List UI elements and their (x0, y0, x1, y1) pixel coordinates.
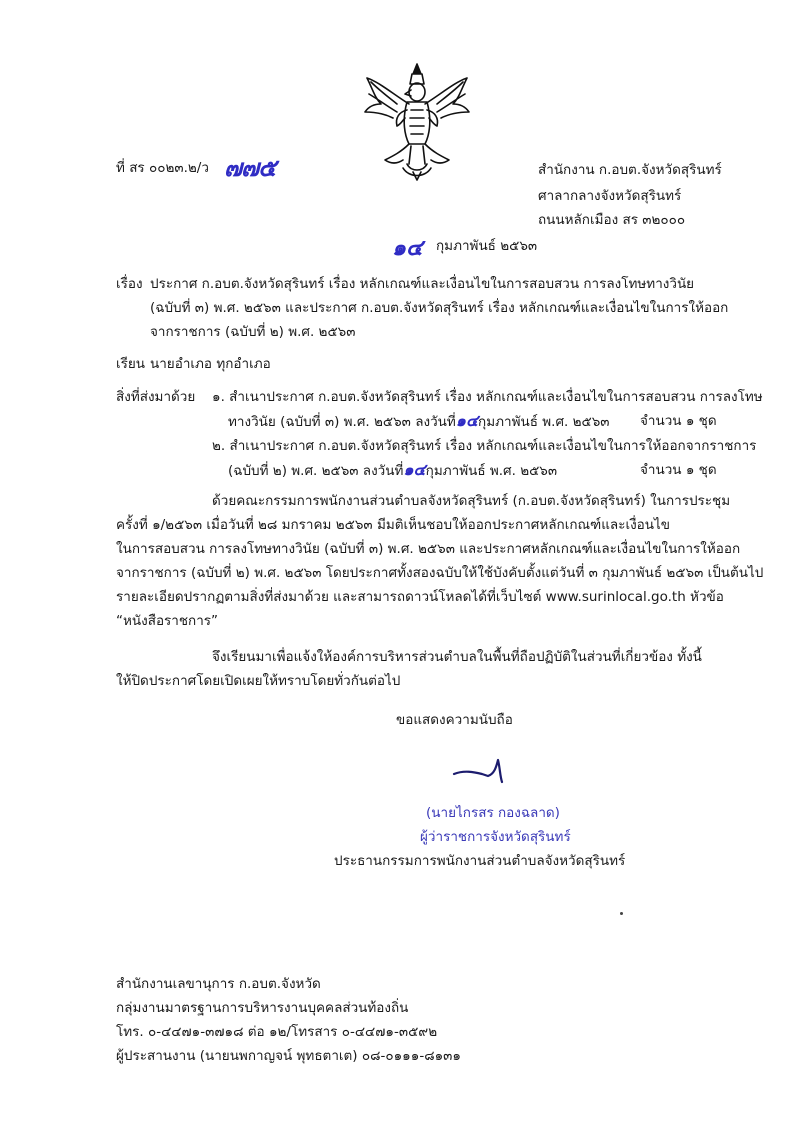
enclosure-2-text-a: (ฉบับที่ ๒) พ.ศ. ๒๕๖๓ ลงวันที่ (228, 463, 404, 479)
signature-icon (450, 750, 540, 790)
subject-line-2: (ฉบับที่ ๓) พ.ศ. ๒๕๖๓ และประกาศ ก.อบต.จังหวัดสุรินทร์ เรื่อง หลักเกณฑ์และเงื่อนไขในการให้ออก (150, 300, 729, 316)
enclosure-1-line-2 (228, 413, 610, 430)
footer-office: สำนักงานเลขานุการ ก.อบต.จังหวัด (116, 976, 321, 992)
agency-building: ศาลากลางจังหวัดสุรินทร์ (538, 188, 682, 204)
enclosure-1-text-a: ทางวินัย (ฉบับที่ ๓) พ.ศ. ๒๕๖๓ ลงวันที่ (228, 414, 456, 430)
agency-road: ถนนหลักเมือง สร ๓๒๐๐๐ (538, 212, 686, 228)
body-p1-line-5: รายละเอียดปรากฏตามสิ่งที่ส่งมาด้วย และสามารถดาวน์โหลดได้ที่เว็บไซต์ www.surinlocal.go.th หัวข้อ (116, 589, 724, 605)
enclosure-1-qty: จำนวน ๑ ชุด (640, 413, 717, 429)
enclosure-1-day-handwritten: ๑๔ (455, 411, 479, 430)
body-p1-line-4: จากราชการ (ฉบับที่ ๒) พ.ศ. ๒๕๖๓ โดยประกาศทั้งสองฉบับให้ใช้บังคับตั้งแต่วันที่ ๓ กุมภาพันธ์ ๒๕๖๓ เป็นต้นไป (116, 565, 764, 581)
closing-salutation: ขอแสดงความนับถือ (396, 712, 513, 728)
signer-name: (นายไกรสร กองฉลาด) (426, 805, 560, 821)
enclosures-label: สิ่งที่ส่งมาด้วย (116, 389, 196, 405)
agency-name: สำนักงาน ก.อบต.จังหวัดสุรินทร์ (538, 162, 722, 178)
recipient-value: นายอำเภอ ทุกอำเภอ (150, 356, 271, 372)
subject-line-3: จากราชการ (ฉบับที่ ๒) พ.ศ. ๒๕๖๓ (150, 324, 356, 340)
document-number-handwritten: ๗๗๕ (224, 153, 276, 182)
garuda-emblem-icon (357, 60, 477, 182)
footer-coordinator: ผู้ประสานงาน (นายนพกาญจน์ พุทธตาเต) ๐๘-๐๑๑๑-๘๑๓๑ (116, 1048, 461, 1064)
body-p2-line-2: ให้ปิดประกาศโดยเปิดเผยให้ทราบโดยทั่วกันต่อไป (116, 673, 401, 689)
enclosure-2-line-1: ๒. สำเนาประกาศ ก.อบต.จังหวัดสุรินทร์ เรื่อง หลักเกณฑ์และเงื่อนไขในการให้ออกจากราชการ (212, 438, 757, 454)
body-p1-line-2: ครั้งที่ ๑/๒๕๖๓ เมื่อวันที่ ๒๘ มกราคม ๒๕๖๓ มีมติเห็นชอบให้ออกประกาศหลักเกณฑ์และเงื่อนไข (116, 517, 671, 533)
enclosure-2-day-handwritten: ๑๔ (403, 460, 426, 479)
subject-line-1: ประกาศ ก.อบต.จังหวัดสุรินทร์ เรื่อง หลักเกณฑ์และเงื่อนไขในการสอบสวน การลงโทษทางวินัย (150, 276, 695, 292)
date-day-handwritten: ๑๔ (392, 235, 423, 261)
signer-title: ผู้ว่าราชการจังหวัดสุรินทร์ (420, 829, 571, 845)
body-p2-line-1: จึงเรียนมาเพื่อแจ้งให้องค์การบริหารส่วนตำบลในพื้นที่ถือปฏิบัติในส่วนที่เกี่ยวข้อง ทั้งนี้ (212, 649, 702, 665)
footer-division: กลุ่มงานมาตรฐานการบริหารงานบุคคลส่วนท้องถิ่น (116, 1000, 409, 1016)
document-number (116, 160, 209, 176)
document-number-prefix: ที่ สร ๐๐๒๓.๒/ว (116, 160, 209, 176)
subject-label: เรื่อง (116, 276, 143, 292)
enclosure-1-line-1: ๑. สำเนาประกาศ ก.อบต.จังหวัดสุรินทร์ เรื่อง หลักเกณฑ์และเงื่อนไขในการสอบสวน การลงโทษ (212, 389, 763, 405)
enclosure-2-line-2 (228, 462, 557, 479)
recipient-label: เรียน (116, 356, 146, 372)
scan-speck (620, 912, 623, 915)
body-p1-line-1: ด้วยคณะกรรมการพนักงานส่วนตำบลจังหวัดสุรินทร์ (ก.อบต.จังหวัดสุรินทร์) ในการประชุม (212, 493, 731, 509)
enclosure-2-qty: จำนวน ๑ ชุด (640, 462, 717, 478)
date-month-year: กุมภาพันธ์ ๒๕๖๓ (436, 238, 538, 254)
enclosure-2-text-b: กุมภาพันธ์ พ.ศ. ๒๕๖๓ (425, 463, 558, 479)
body-p1-line-3: ในการสอบสวน การลงโทษทางวินัย (ฉบับที่ ๓) พ.ศ. ๒๕๖๓ และประกาศหลักเกณฑ์และเงื่อนไขในการให้ออก (116, 541, 741, 557)
body-p1-line-6: “หนังสือราชการ” (116, 613, 219, 629)
signer-role: ประธานกรรมการพนักงานส่วนตำบลจังหวัดสุรินทร์ (334, 853, 626, 869)
enclosure-1-text-b: กุมภาพันธ์ พ.ศ. ๒๕๖๓ (478, 414, 610, 430)
footer-phone: โทร. ๐-๔๔๗๑-๓๗๑๘ ต่อ ๑๒/โทรสาร ๐-๔๔๗๑-๓๕๙๒ (116, 1024, 438, 1040)
